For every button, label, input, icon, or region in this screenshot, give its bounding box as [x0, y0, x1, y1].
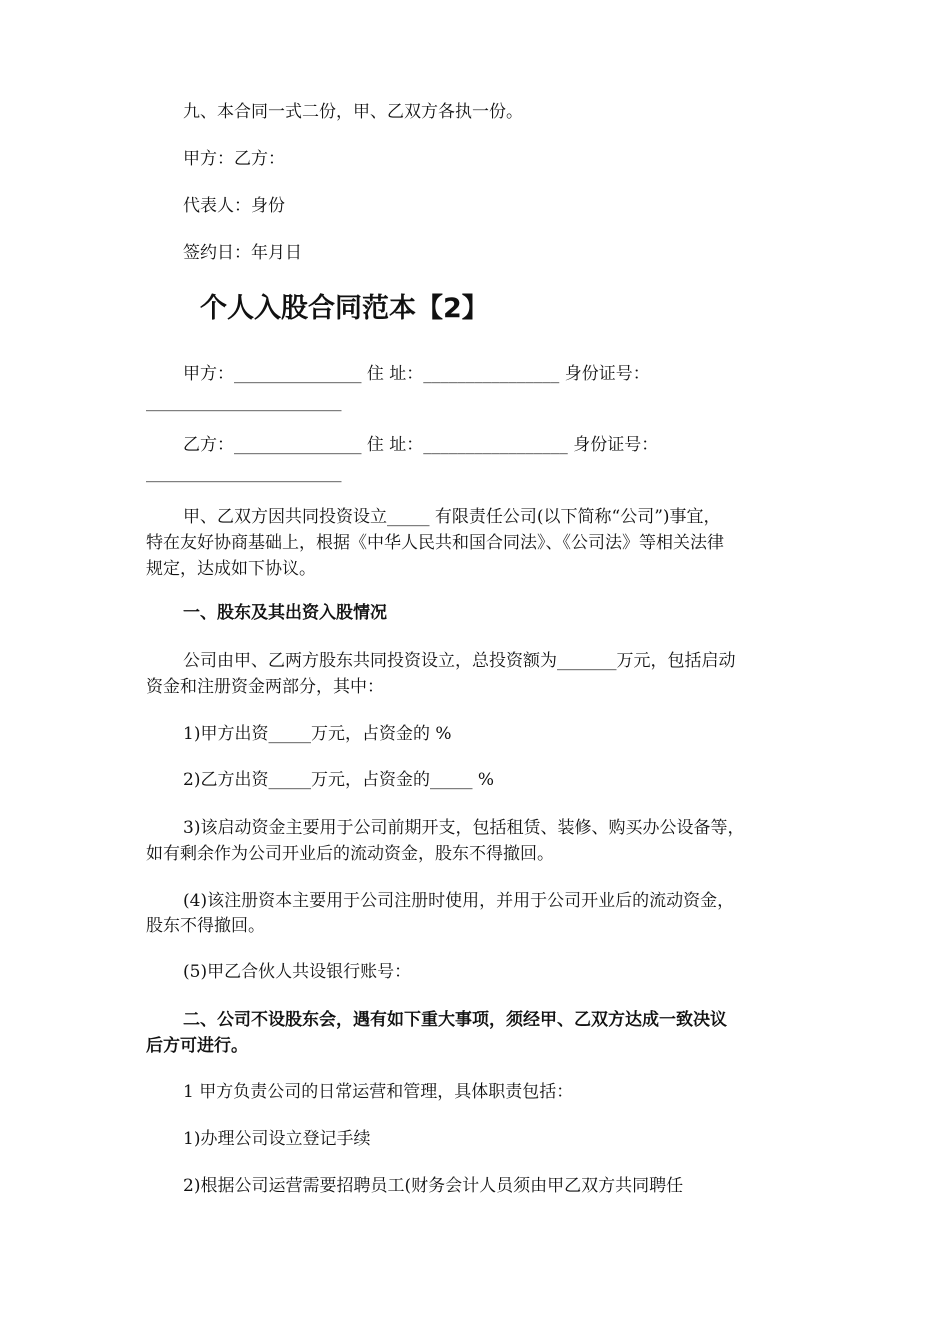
- document-title: 个人入股合同范本【2】: [200, 293, 489, 324]
- party-b-id-blank: _______________________: [146, 463, 342, 483]
- duty-registration: 1)办理公司设立登记手续: [183, 1129, 371, 1149]
- party-a-contribution: 1)甲方出资_____万元，占资金的 %: [183, 724, 452, 744]
- registered-capital-line-1: (4)该注册资本主要用于公司注册时使用，并用于公司开业后的流动资金，: [183, 891, 735, 911]
- startup-fund-line-1: 3)该启动资金主要用于公司前期开支，包括租赁、装修、购买办公设备等，: [183, 818, 745, 838]
- duty-hiring: 2)根据公司运营需要招聘员工(财务会计人员须由甲乙双方共同聘任: [183, 1176, 684, 1196]
- party-a-info: 甲方：_______________ 住 址：________________ 身份证号：: [183, 364, 650, 384]
- section-one-heading: 一、股东及其出资入股情况: [183, 603, 387, 623]
- intro-line-3: 规定，达成如下协议。: [146, 559, 316, 579]
- investment-line-2: 资金和注册资金两部分，其中：: [146, 677, 384, 697]
- clause-nine: 九、本合同一式二份，甲、乙双方各执一份。: [183, 102, 523, 122]
- party-a-duties: 1 甲方负责公司的日常运营和管理，具体职责包括：: [183, 1082, 574, 1102]
- bank-account-line: (5)甲乙合伙人共设银行账号：: [183, 962, 412, 982]
- signature-parties: 甲方：乙方：: [183, 149, 285, 169]
- intro-line-2: 特在友好协商基础上，根据《中华人民共和国合同法》、《公司法》等相关法律: [146, 533, 724, 553]
- section-two-heading-2: 后方可进行。: [146, 1036, 248, 1056]
- investment-line-1: 公司由甲、乙两方股东共同投资设立，总投资额为_______万元，包括启动: [183, 651, 736, 671]
- party-a-id-blank: _______________________: [146, 392, 342, 412]
- intro-line-1: 甲、乙双方因共同投资设立_____ 有限责任公司(以下简称“公司”)事宜，: [183, 507, 721, 527]
- signature-date: 签约日：年月日: [183, 243, 302, 263]
- registered-capital-line-2: 股东不得撤回。: [146, 916, 265, 936]
- signature-representative: 代表人：身份: [183, 196, 285, 216]
- startup-fund-line-2: 如有剩余作为公司开业后的流动资金，股东不得撤回。: [146, 844, 554, 864]
- party-b-contribution: 2)乙方出资_____万元，占资金的_____ %: [183, 770, 495, 790]
- party-b-info: 乙方：_______________ 住 址：_________________ 身份证号：: [183, 435, 659, 455]
- section-two-heading-1: 二、公司不设股东会，遇有如下重大事项，须经甲、乙双方达成一致决议: [183, 1010, 727, 1030]
